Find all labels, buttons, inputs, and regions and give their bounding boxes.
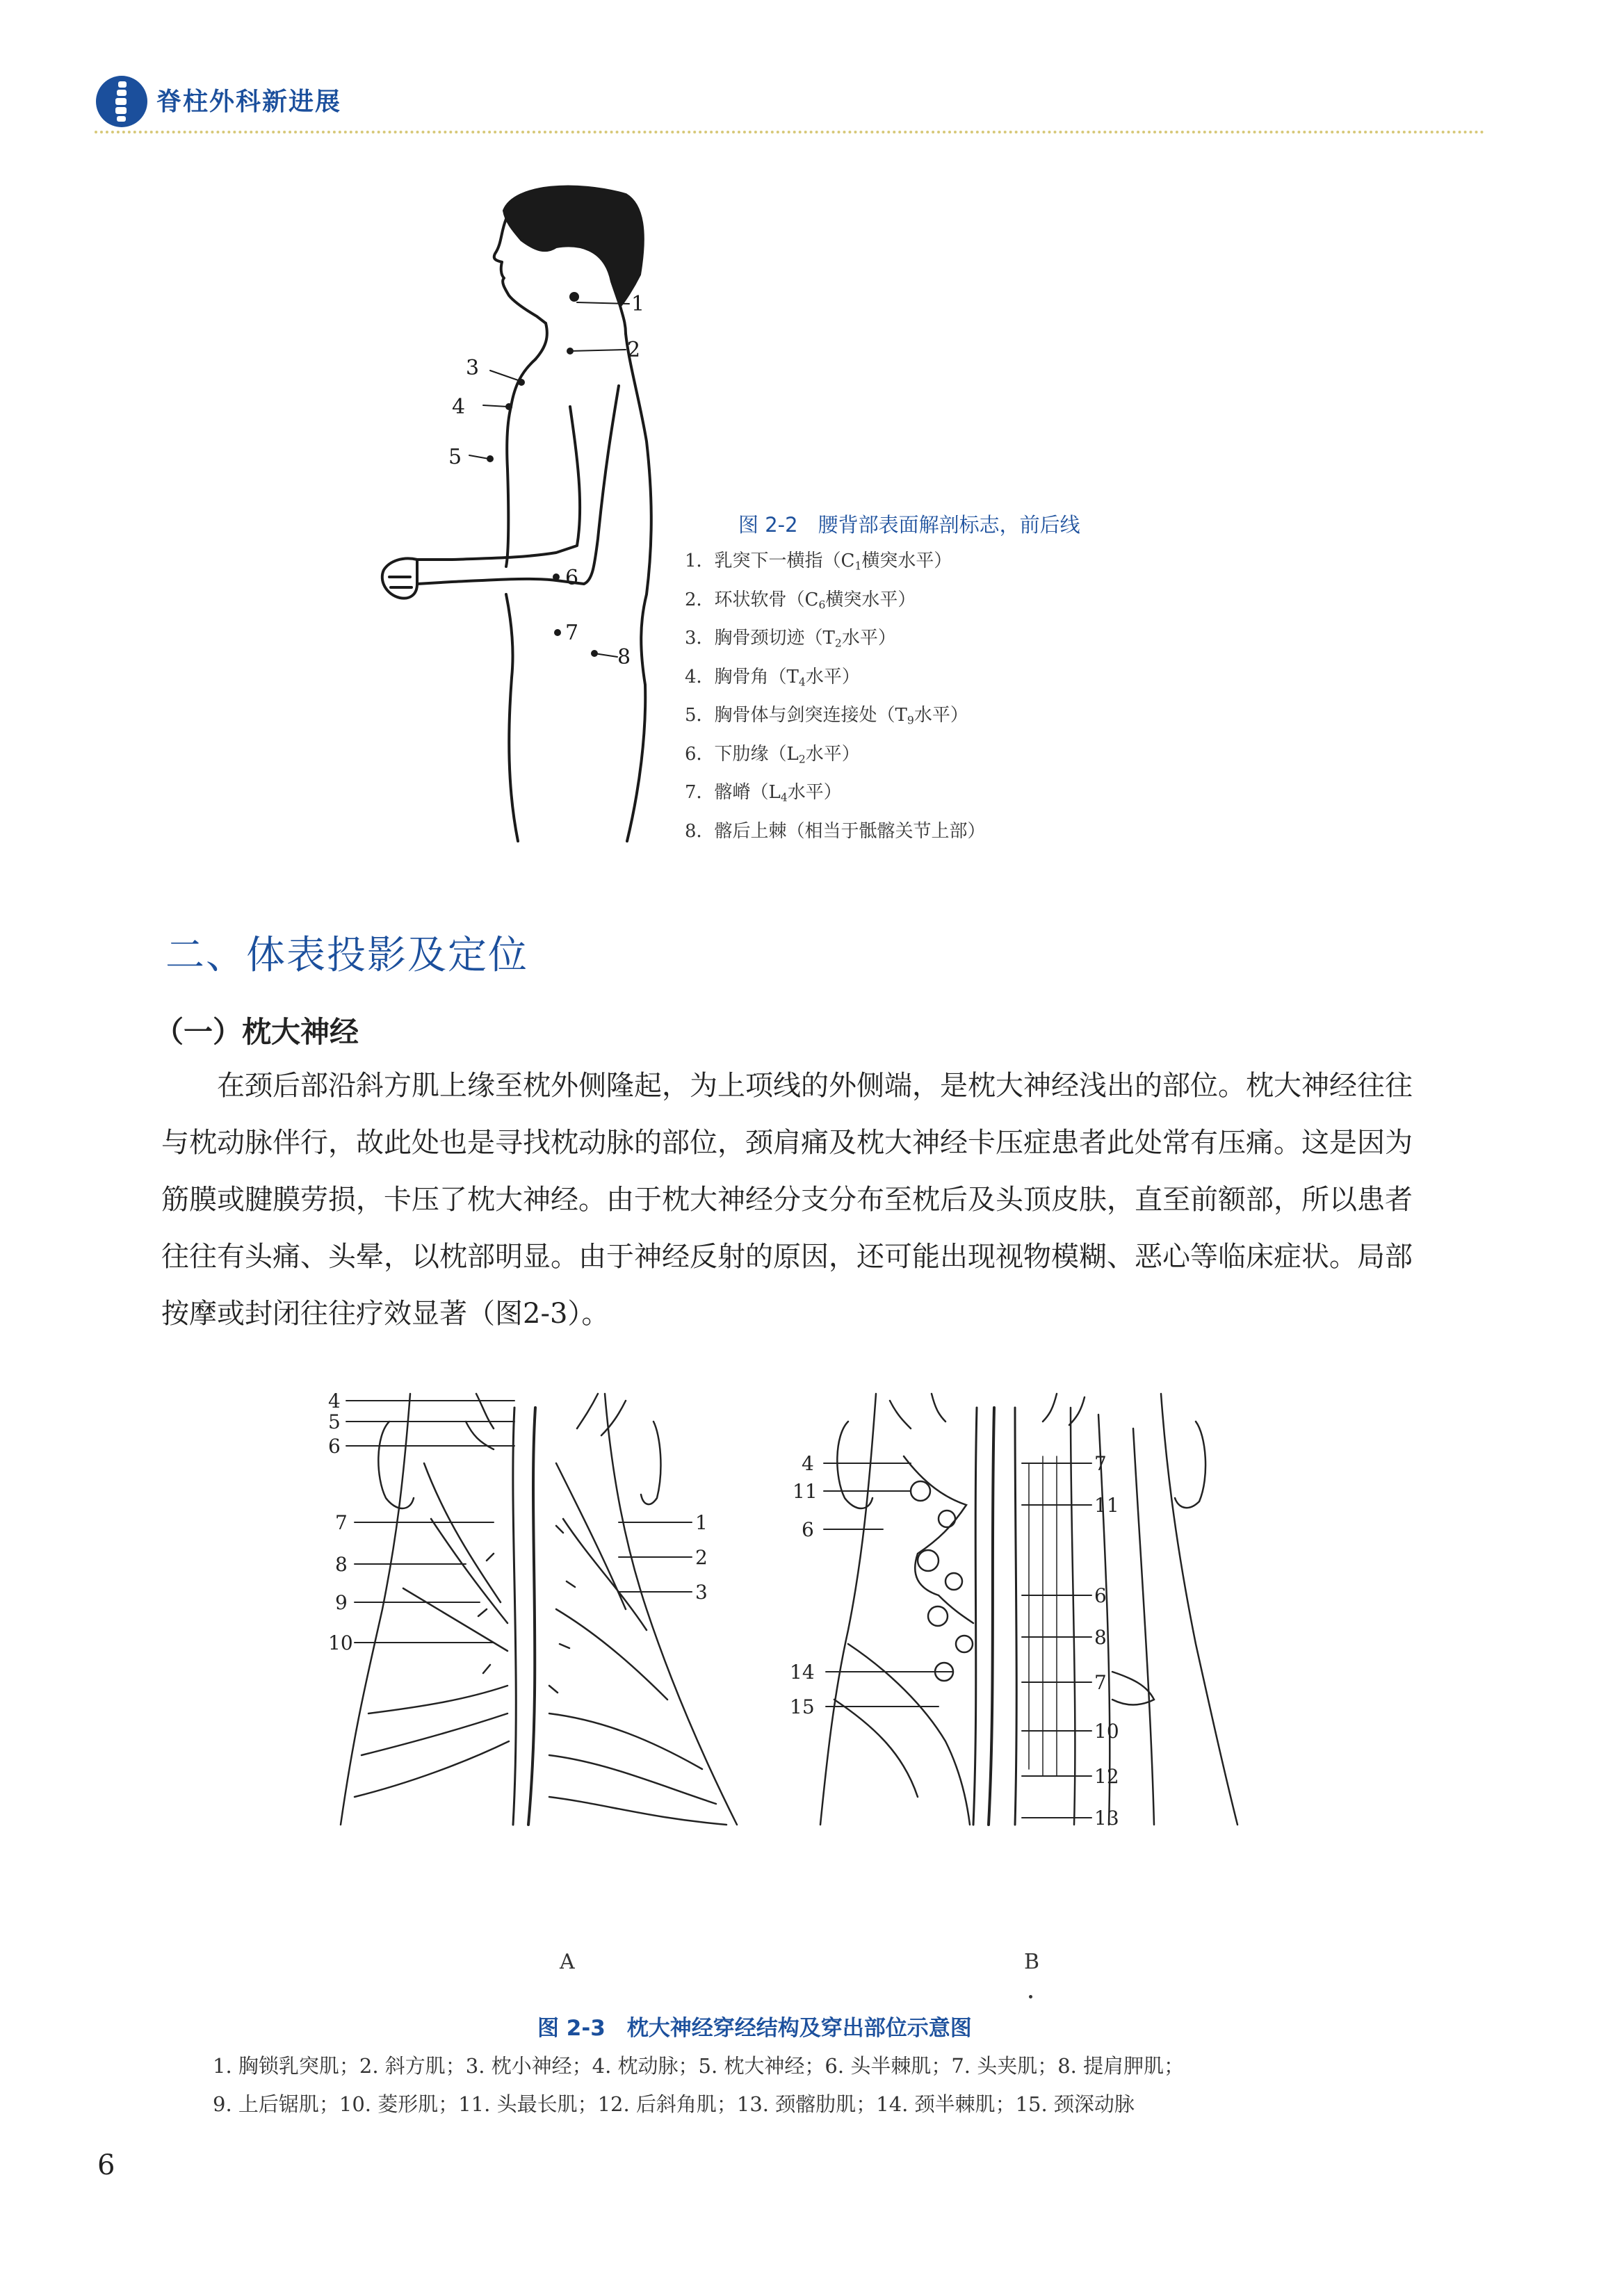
subsection-heading: （一）枕大神经	[154, 1015, 359, 1049]
panel-b-drawing	[820, 1394, 1237, 1825]
marker-7: 7	[565, 621, 579, 645]
figure-2-2-legend-item: 8．髂后上棘（相当于骶髂关节上部）	[685, 821, 986, 842]
running-header-title: 脊柱外科新进展	[156, 88, 342, 116]
panel-b-marker: 6	[802, 1518, 814, 1541]
figure-2-3-legend-line: 1. 胸锁乳突肌；2. 斜方肌；3. 枕小神经；4. 枕动脉；5. 枕大神经；6. 头半棘肌；7. 头夹肌；8. 提肩胛肌；	[213, 2054, 1185, 2078]
panel-a-marker: 8	[335, 1553, 348, 1576]
panel-b-label: B	[1024, 1950, 1040, 1974]
panel-a-marker: 5	[328, 1410, 341, 1433]
panel-b-marker: 12	[1094, 1765, 1119, 1788]
panel-a-marker: 4	[328, 1390, 341, 1412]
stray-mark	[1029, 1995, 1032, 1998]
figure-2-3-neck-anatomy-illustration	[327, 1380, 1300, 1936]
panel-b-marker: 15	[790, 1695, 815, 1718]
panel-b-marker: 4	[802, 1452, 814, 1475]
marker-5: 5	[448, 445, 462, 469]
paragraph-line: 在颈后部沿斜方肌上缘至枕外侧隆起，为上项线的外侧端，是枕大神经浅出的部位。枕大神经往往	[161, 1070, 1413, 1102]
panel-a-drawing	[341, 1394, 737, 1825]
panel-a-marker: 7	[335, 1511, 348, 1534]
panel-b-marker: 11	[793, 1480, 818, 1503]
panel-a-marker: 10	[328, 1631, 353, 1654]
panel-a-marker: 3	[695, 1581, 708, 1604]
figure-2-2-legend-item: 2．环状软骨（$C_6$横突水平）	[685, 589, 916, 612]
panel-a-marker: 1	[695, 1511, 708, 1534]
panel-b-marker: 8	[1094, 1626, 1107, 1649]
marker-2: 2	[627, 338, 641, 362]
panel-b-marker: 14	[790, 1661, 815, 1684]
panel-b-marker: 10	[1094, 1720, 1119, 1743]
marker-3: 3	[466, 356, 480, 380]
marker-dot-1-ear	[569, 292, 579, 302]
figure-2-2-legend-item: 3．胸骨颈切迹（$T_2$水平）	[685, 628, 896, 650]
marker-4: 4	[452, 395, 466, 419]
figure-2-2-legend-item: 7．髂嵴（$L_4$水平）	[685, 782, 842, 804]
panel-b-marker: 7	[1094, 1452, 1107, 1475]
figure-2-3-legend-line: 9. 上后锯肌；10. 菱形肌；11. 头最长肌；12. 后斜角肌；13. 颈髂肋肌；14. 颈半棘肌；15. 颈深动脉	[213, 2092, 1135, 2116]
panel-a-marker: 2	[695, 1546, 708, 1569]
section-heading: 二、体表投影及定位	[165, 933, 528, 978]
figure-2-2-caption: 图 2-2 腰背部表面解剖标志，前后线	[738, 513, 1080, 537]
panel-b-marker: 7	[1094, 1671, 1107, 1694]
paragraph-line: 与枕动脉伴行，故此处也是寻找枕动脉的部位，颈肩痛及枕大神经卡压症患者此处常有压痛。这是因为	[161, 1127, 1413, 1159]
marker-6: 6	[565, 566, 579, 590]
figure-2-2-body-illustration	[348, 177, 667, 845]
marker-1: 1	[631, 292, 645, 316]
figure-2-3-caption: 图 2-3 枕大神经穿经结构及穿出部位示意图	[537, 2016, 972, 2041]
panel-a-marker: 9	[335, 1591, 348, 1614]
figure-2-2-legend-item: 1．乳突下一横指（$C_1$横突水平）	[685, 551, 952, 573]
panel-a-label: A	[560, 1950, 575, 1974]
figure-2-2-legend-item: 5．胸骨体与剑突连接处（$T_9$水平）	[685, 705, 968, 727]
figure-2-2-legend-item: 4．胸骨角（$T_4$水平）	[685, 667, 860, 689]
paragraph-line: 按摩或封闭往往疗效显著（图2-3）。	[161, 1298, 610, 1330]
paragraph-line: 往往有头痛、头晕，以枕部明显。由于神经反射的原因，还可能出现视物模糊、恶心等临床症状。局部	[161, 1241, 1413, 1273]
panel-a-marker: 6	[328, 1435, 341, 1458]
figure-2-2-legend-item: 6．下肋缘（$L_2$水平）	[685, 744, 860, 766]
panel-b-marker: 13	[1094, 1807, 1119, 1830]
marker-8: 8	[617, 645, 631, 669]
paragraph-line: 筋膜或腱膜劳损，卡压了枕大神经。由于枕大神经分支分布至枕后及头顶皮肤，直至前额部，所以患者	[161, 1184, 1413, 1216]
page-number: 6	[97, 2149, 115, 2181]
panel-b-marker: 11	[1094, 1494, 1119, 1517]
header-divider	[95, 131, 1485, 133]
panel-b-marker: 6	[1094, 1584, 1107, 1607]
spine-logo-icon	[95, 74, 149, 129]
